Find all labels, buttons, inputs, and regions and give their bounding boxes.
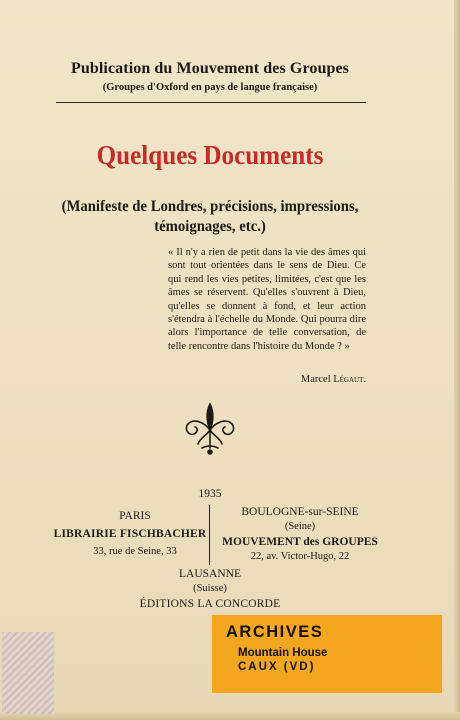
author-first-name: Marcel xyxy=(300,374,331,385)
archive-label-title: ARCHIVES xyxy=(226,623,324,641)
cover-edge-right xyxy=(454,0,460,720)
boulogne-publisher: MOUVEMENT des GROUPES xyxy=(222,536,378,548)
archive-label-place: CAUX (VD) xyxy=(238,661,316,673)
archive-label xyxy=(212,615,442,693)
boulogne-city: BOULOGNE-sur-SEINE xyxy=(241,506,359,518)
author-last-name: Légaut. xyxy=(333,374,366,385)
subtitle-line-2: témoignages, etc.) xyxy=(154,218,266,235)
header-rule xyxy=(56,102,366,103)
lausanne-city: LAUSANNE xyxy=(179,568,241,580)
paris-publisher: LIBRAIRIE FISCHBACHER xyxy=(53,528,207,540)
paris-city: PARIS xyxy=(119,510,151,522)
publication-year: 1935 xyxy=(198,488,222,500)
publisher-subline: (Groupes d'Oxford en pays de langue française) xyxy=(102,82,318,93)
document-subtitle xyxy=(37,197,383,237)
epigraph-quote: « Il n'y a rien de petit dans la vie des âmes qui sont tout orientées dans le sens de Dieu. Ce qui rend les vies petites, limitées, c'est que les âmes se réservent. Qu'elles s'ouvrent à Dieu, qu'elles se donnent à fond, et leur action s'étendra à l'échelle du Monde. Qui pourra dire alors l'importance de telle conversation, de telle rencontre dans l'histoire du Monde ? » xyxy=(168,247,366,352)
boulogne-region: (Seine) xyxy=(284,521,316,532)
publisher-line: Publication du Mouvement des Groupes xyxy=(71,60,349,77)
lausanne-publisher: ÉDITIONS LA CONCORDE xyxy=(139,598,281,610)
document-title: Quelques Documents xyxy=(96,140,324,170)
cover-edge-bottom xyxy=(0,712,460,720)
epigraph-author xyxy=(200,374,366,385)
fleuron-ornament-icon xyxy=(180,400,240,456)
archive-label-location: Mountain House xyxy=(238,647,328,659)
boulogne-address: 22, av. Victor-Hugo, 22 xyxy=(250,551,350,562)
subtitle-line-1: (Manifeste de Londres, précisions, impressions, xyxy=(61,198,359,215)
paris-address: 33, rue de Seine, 33 xyxy=(93,546,177,557)
lausanne-region: (Suisse) xyxy=(193,583,227,594)
library-stamp-mark xyxy=(2,632,54,714)
